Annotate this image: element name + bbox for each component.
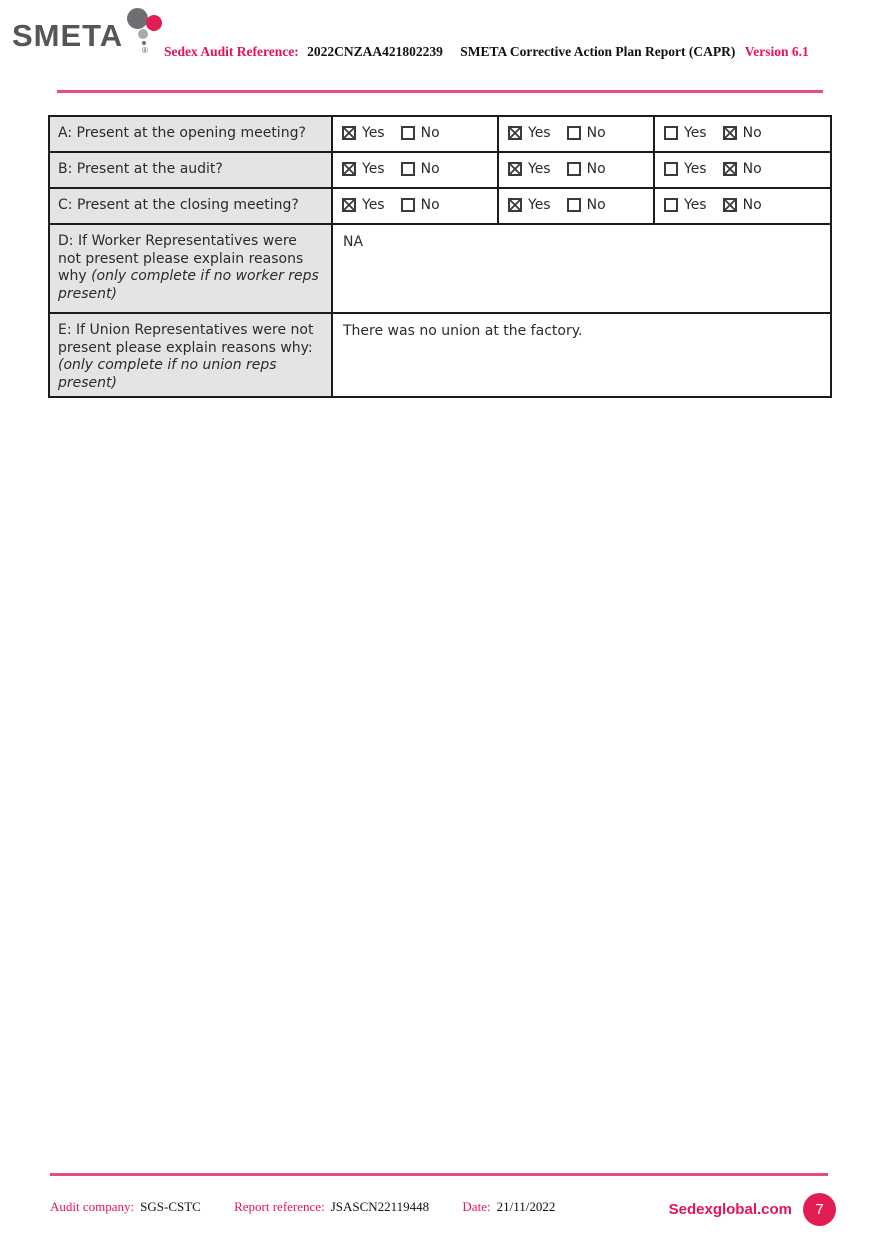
logo-dot-large-gray-icon [127,8,148,29]
table-row [49,188,831,224]
checkbox-checked-icon[interactable] [723,126,737,140]
checkbox-label: Yes [362,160,385,177]
table-row-d [49,224,831,313]
checkbox-label: No [742,124,762,141]
checkbox-label: No [420,124,440,141]
report-reference-group [234,1199,429,1214]
checkbox-label: No [586,160,606,177]
row-label-d-note: (only complete if no worker reps present) [58,268,319,302]
checkbox-group-yes [342,197,385,213]
checkbox-checked-icon[interactable] [342,198,356,212]
presence-cell [654,152,831,188]
report-reference-label: Report reference: [234,1199,325,1214]
footer-divider [50,1173,828,1176]
checkbox-checked-icon[interactable] [342,162,356,176]
checkbox-group-yes [664,125,707,141]
checkbox-unchecked-icon[interactable] [664,162,678,176]
checkbox-checked-icon[interactable] [508,126,522,140]
audit-company-group [50,1199,201,1214]
checkbox-label: No [742,160,762,177]
row-value-d: NA [332,224,831,313]
checkbox-group-no [723,161,762,177]
row-label: A: Present at the opening meeting? [49,116,332,152]
page-number-badge: 7 [803,1193,836,1226]
audit-reference-value: 2022CNZAA421802239 [307,44,443,59]
checkbox-unchecked-icon[interactable] [401,198,415,212]
checkbox-group-no [567,197,606,213]
checkbox-unchecked-icon[interactable] [664,126,678,140]
checkbox-group-yes [342,125,385,141]
checkbox-group-yes [508,125,551,141]
table-row [49,152,831,188]
version-label: Version 6.1 [744,44,809,59]
row-label-e [49,313,332,397]
checkbox-unchecked-icon[interactable] [567,162,581,176]
logo-dot-tiny-gray-icon [142,41,146,45]
date-value: 21/11/2022 [496,1199,556,1214]
presence-cell [332,152,498,188]
row-label-d-text: D: If Worker Representatives were not present please explain reasons why [58,233,304,284]
checkbox-label: No [586,196,606,213]
smeta-logo-text: SMETA [12,18,124,53]
audit-company-label: Audit company: [50,1199,135,1214]
footer-references [50,1199,585,1215]
checkbox-label: Yes [528,160,551,177]
checkbox-group-yes [664,161,707,177]
checkbox-checked-icon[interactable] [508,162,522,176]
report-reference-value: JSASCN22119448 [330,1199,430,1214]
checkbox-unchecked-icon[interactable] [401,162,415,176]
checkbox-label: No [420,160,440,177]
presence-rows [49,116,831,224]
checkbox-group-yes [508,197,551,213]
checkbox-group-no [401,125,440,141]
checkbox-label: Yes [684,160,707,177]
date-label: Date: [462,1199,491,1214]
presence-cell [332,188,498,224]
row-label: B: Present at the audit? [49,152,332,188]
smeta-logo [12,6,187,68]
row-label-d [49,224,332,313]
checkbox-group-no [567,161,606,177]
presence-cell [498,116,654,152]
attendance-table [48,115,832,398]
checkbox-label: Yes [362,124,385,141]
checkbox-group-no [401,161,440,177]
header-reference-line [164,44,809,60]
presence-cell [654,116,831,152]
checkbox-group-no [567,125,606,141]
row-value-e: There was no union at the factory. [332,313,831,397]
checkbox-unchecked-icon[interactable] [664,198,678,212]
row-label: C: Present at the closing meeting? [49,188,332,224]
checkbox-checked-icon[interactable] [723,162,737,176]
checkbox-group-no [723,197,762,213]
presence-cell [654,188,831,224]
checkbox-label: No [742,196,762,213]
report-title: SMETA Corrective Action Plan Report (CAPR) [460,44,736,59]
audit-reference-label: Sedex Audit Reference: [164,44,299,59]
row-label-e-note: (only complete if no union reps present) [58,357,277,391]
logo-dot-small-gray-icon [138,29,148,39]
checkbox-group-yes [664,197,707,213]
checkbox-checked-icon[interactable] [723,198,737,212]
header-divider [57,90,823,93]
checkbox-checked-icon[interactable] [342,126,356,140]
checkbox-unchecked-icon[interactable] [567,198,581,212]
table-row [49,116,831,152]
checkbox-group-yes [508,161,551,177]
presence-cell [332,116,498,152]
footer-branding [669,1193,836,1226]
checkbox-unchecked-icon[interactable] [401,126,415,140]
checkbox-label: Yes [684,124,707,141]
table-row-e [49,313,831,397]
checkbox-group-no [401,197,440,213]
audit-company-value: SGS-CSTC [140,1199,201,1214]
reason-rows [49,224,831,397]
logo-dot-pink-icon [146,15,162,31]
checkbox-group-yes [342,161,385,177]
checkbox-group-no [723,125,762,141]
sedexglobal-link[interactable]: Sedexglobal.com [668,1201,792,1218]
checkbox-label: Yes [528,124,551,141]
checkbox-label: No [586,124,606,141]
row-label-e-text: E: If Union Representatives were not present please explain reasons why: [58,322,314,356]
presence-cell [498,188,654,224]
checkbox-label: Yes [362,196,385,213]
checkbox-unchecked-icon[interactable] [567,126,581,140]
registered-trademark: ® [142,46,148,55]
checkbox-checked-icon[interactable] [508,198,522,212]
checkbox-label: Yes [528,196,551,213]
date-group [462,1199,555,1214]
presence-cell [498,152,654,188]
checkbox-label: No [420,196,440,213]
checkbox-label: Yes [684,196,707,213]
